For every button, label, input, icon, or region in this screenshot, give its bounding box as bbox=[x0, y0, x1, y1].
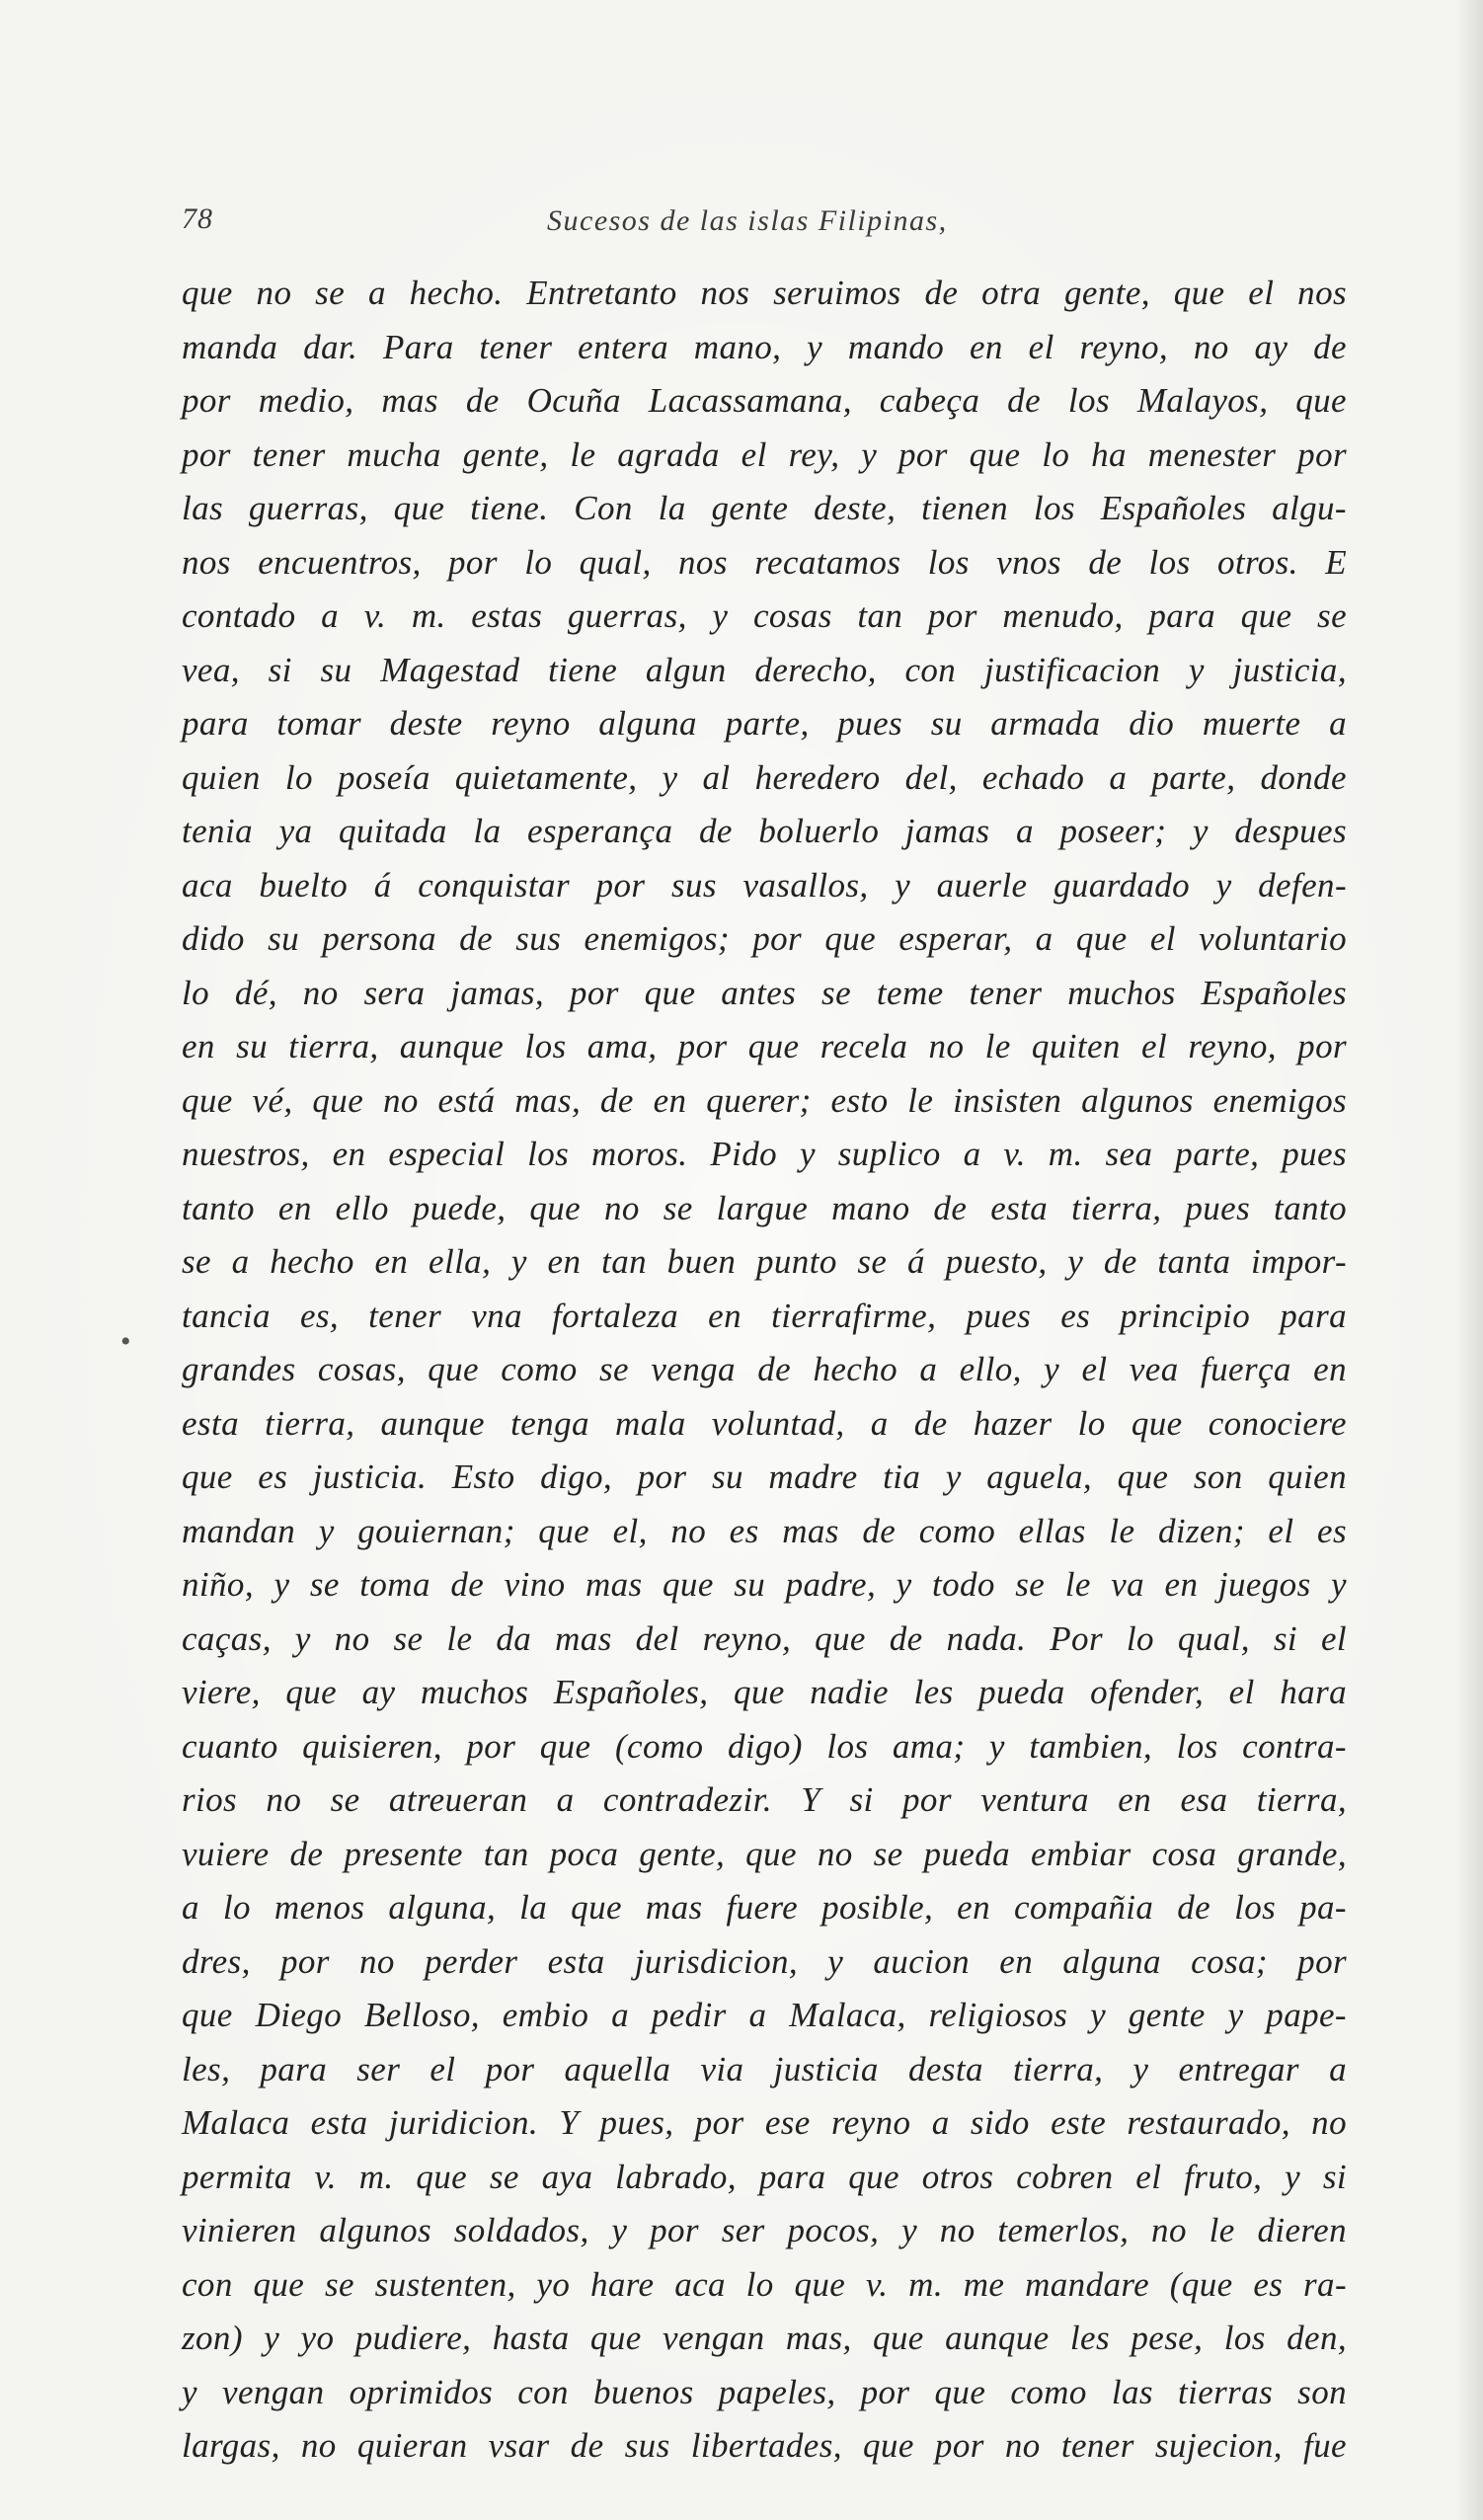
running-header bbox=[182, 202, 1347, 252]
text-line: manda dar. Para tener entera mano, y mando en el reyno, no ay de bbox=[182, 327, 1347, 366]
body-text bbox=[182, 267, 1347, 2474]
text-line: zon) y yo pudiere, hasta que vengan mas, que aunque les pese, los den, bbox=[182, 2319, 1347, 2357]
text-line: a lo menos alguna, la que mas fuere posible, en compañia de los pa- bbox=[182, 1888, 1347, 1927]
text-line: se a hecho en ella, y en tan buen punto se á puesto, y de tanta impor- bbox=[182, 1242, 1347, 1281]
text-line: grandes cosas, que como se venga de hecho a ello, y el vea fuerça en bbox=[182, 1350, 1347, 1388]
text-line: y vengan oprimidos con buenos papeles, por que como las tierras son bbox=[182, 2372, 1347, 2411]
text-line: esta tierra, aunque tenga mala voluntad, a de hazer lo que conociere bbox=[182, 1403, 1347, 1443]
text-line: niño, y se toma de vino mas que su padre, y todo se le va en juegos y bbox=[182, 1565, 1347, 1604]
text-line: lo dé, no sera jamas, por que antes se teme tener muchos Españoles bbox=[182, 973, 1347, 1012]
text-line: permita v. m. que se aya labrado, para que otros cobren el fruto, y si bbox=[182, 2157, 1347, 2196]
text-line: tancia es, tener vna fortaleza en tierrafirme, pues es principio para bbox=[182, 1296, 1347, 1335]
text-line: dres, por no perder esta jurisdicion, y aucion en alguna cosa; por bbox=[182, 1941, 1347, 1981]
text-line: rios no se atreueran a contradezir. Y si por ventura en esa tierra, bbox=[182, 1780, 1347, 1819]
text-line: que no se a hecho. Entretanto nos seruimos de otra gente, que el nos bbox=[182, 274, 1347, 312]
text-line: con que se sustenten, yo hare aca lo que v. m. me mandare (que es ra- bbox=[182, 2264, 1347, 2304]
text-line: tanto en ello puede, que no se largue mano de esta tierra, pues tanto bbox=[182, 1188, 1347, 1227]
text-line: por tener mucha gente, le agrada el rey, y por que lo ha menester por bbox=[182, 434, 1347, 474]
text-line: en su tierra, aunque los ama, por que recela no le quiten el reyno, por bbox=[182, 1027, 1347, 1065]
text-line: quien lo poseía quietamente, y al heredero del, echado a parte, donde bbox=[182, 757, 1347, 797]
running-title: Sucesos de las islas Filipinas, bbox=[547, 204, 948, 237]
text-line: largas, no quieran vsar de sus libertades, que por no tener sujecion, fue bbox=[182, 2426, 1347, 2465]
text-line: les, para ser el por aquella via justicia desta tierra, y entregar a bbox=[182, 2049, 1347, 2088]
page-edge-shadow bbox=[1455, 0, 1483, 2520]
text-line: vea, si su Magestad tiene algun derecho, con justificacion y justicia, bbox=[182, 650, 1347, 689]
text-line: nuestros, en especial los moros. Pido y suplico a v. m. sea parte, pues bbox=[182, 1135, 1347, 1173]
text-line: dido su persona de sus enemigos; por que esperar, a que el voluntario bbox=[182, 919, 1347, 958]
text-line: para tomar deste reyno alguna parte, pues su armada dio muerte a bbox=[182, 704, 1347, 743]
text-line: viere, que ay muchos Españoles, que nadie les pueda ofender, el hara bbox=[182, 1673, 1347, 1711]
text-line: tenia ya quitada la esperança de boluerlo jamas a poseer; y despues bbox=[182, 812, 1347, 850]
text-line: que es justicia. Esto digo, por su madre tia y aguela, que son quien bbox=[182, 1457, 1347, 1496]
text-line: vuiere de presente tan poca gente, que no se pueda embiar cosa grande, bbox=[182, 1834, 1347, 1873]
text-line: contado a v. m. estas guerras, y cosas tan por menudo, para que se bbox=[182, 596, 1347, 635]
text-line: que Diego Belloso, embio a pedir a Malaca, religiosos y gente y pape- bbox=[182, 1996, 1347, 2034]
text-line: cuanto quisieren, por que (como digo) los ama; y tambien, los contra- bbox=[182, 1726, 1347, 1766]
text-line: Malaca esta juridicion. Y pues, por ese reyno a sido este restaurado, no bbox=[182, 2103, 1347, 2142]
text-line: mandan y gouiernan; que el, no es mas de como ellas le dizen; el es bbox=[182, 1511, 1347, 1550]
text-line: las guerras, que tiene. Con la gente deste, tienen los Españoles algu- bbox=[182, 489, 1347, 527]
text-line: nos encuentros, por lo qual, nos recatamos los vnos de los otros. E bbox=[182, 542, 1347, 582]
text-line: vinieren algunos soldados, y por ser pocos, y no temerlos, no le dieren bbox=[182, 2211, 1347, 2249]
text-line: aca buelto á conquistar por sus vasallos, y auerle guardado y defen- bbox=[182, 865, 1347, 905]
text-line: por medio, mas de Ocuña Lacassamana, cabeça de los Malayos, que bbox=[182, 381, 1347, 420]
text-line: caças, y no se le da mas del reyno, que de nada. Por lo qual, si el bbox=[182, 1618, 1347, 1658]
page-number: 78 bbox=[182, 202, 213, 235]
text-line: que vé, que no está mas, de en querer; esto le insisten algunos enemigos bbox=[182, 1080, 1347, 1120]
margin-mark: • bbox=[120, 1325, 131, 1358]
